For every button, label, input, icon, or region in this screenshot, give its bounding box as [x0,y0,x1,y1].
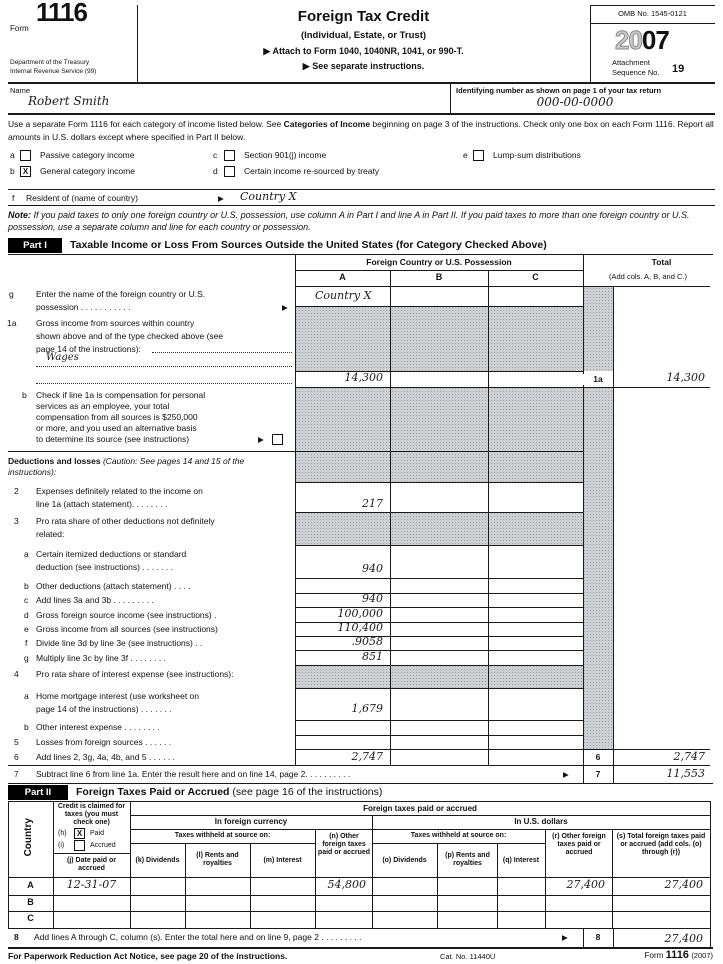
row-b-label: B [27,897,34,907]
income-type-field[interactable]: Wages [46,352,79,363]
deductions-heading [8,456,292,478]
grid-line [295,578,583,579]
name-id-divider [450,82,451,113]
col-p-header: (p) Rents and royalties [445,852,490,868]
attach-instruction: ▶ Attach to Form 1040, 1040NR, 1041, or 990-T. [263,46,464,56]
col-c-header: C [532,272,539,282]
row-c-label: C [27,913,34,923]
paid-checkbox[interactable]: X [74,828,85,839]
grid-line [295,688,583,689]
line-7-number: 7 [14,769,19,779]
form-number: 1116 [36,0,87,27]
part2-title [76,787,382,798]
dotted-line [152,351,292,353]
line-3b-number: b [24,581,29,591]
row-a-label: A [27,880,34,890]
row-a-other-foreign-taxes-field[interactable]: 54,800 [327,878,366,891]
dotted-line [36,382,292,384]
line-1b-text5: to determine its source (see instructions) [36,434,190,444]
line-8-rownum: 8 [595,932,601,942]
form-word: Form [10,24,29,33]
line-3a-text2: deduction (see instructions) . . . . . . . [36,562,174,572]
grid-line [295,545,583,546]
line-6-rownum: 6 [595,752,601,762]
line-3g-number: g [24,653,29,663]
line-3f-number: f [25,638,28,648]
line-3a-text: Certain itemized deductions or standard [36,549,187,559]
line-4a-colA-value[interactable]: 1,679 [351,702,383,715]
category-b-checkbox[interactable]: X [20,166,31,177]
line-3c-number: c [24,595,29,605]
col-s-header: (s) Total foreign taxes paid or accrued (add cols. (o) through (r)) [616,833,706,857]
paid-label: Paid [90,830,105,837]
grid-line [53,853,130,854]
line-1a-text3: page 14 of the instructions): [36,344,141,354]
line-8-number: 8 [14,932,19,942]
footer-form-number: 1116 [665,949,689,961]
line-3d-colA-value[interactable]: 100,000 [337,607,383,620]
line-1b-number: b [22,390,27,400]
part1-bottom-rule [8,783,713,784]
line-4-text: Pro rata share of interest expense (see instructions): [36,669,234,679]
line-g-text: Enter the name of the foreign country or U.S. [36,289,206,299]
tax-year [615,25,669,56]
line-3d-text: Gross foreign source income (see instructions) . [36,610,217,620]
grid-line [613,287,614,783]
line-6-total-value[interactable]: 2,747 [673,750,705,763]
i-label: (i) [58,842,65,849]
line-2-number: 2 [14,486,19,496]
footer-form-word: Form [644,951,664,960]
line-8-total-field[interactable]: 27,400 [664,932,703,945]
omb-number: OMB No. 1545-0121 [618,9,687,18]
line-2-text: Expenses definitely related to the income on [36,486,203,496]
line-2-colA-value[interactable]: 217 [362,497,383,510]
category-e-label: Lump-sum distributions [493,150,581,160]
line-3c-text: Add lines 3a and 3b . . . . . . . . . [36,595,154,605]
line-1b-text3: compensation from all sources is $250,000 [36,412,198,422]
footer-form-year: (2007) [691,951,713,960]
line-1a-text2: shown above and of the type checked above (see [36,331,224,341]
col-k-header: (k) Dividends [135,857,180,864]
grid-line [437,843,438,928]
line-1a-number: 1a [7,318,17,328]
part2-bottom-rule [8,947,713,949]
grid-line [8,801,9,928]
shaded-block-4 [295,665,583,688]
col-m-header: (m) Interest [263,857,302,864]
grid-line [130,815,710,816]
grid-line [295,482,583,483]
row-a-other-usd-taxes-field[interactable]: 27,400 [566,878,605,891]
grid-line [295,306,583,307]
line-3a-colA-value[interactable]: 940 [362,562,383,575]
name-field[interactable]: Robert Smith [28,94,110,108]
line-4b-text: Other interest expense . . . . . . . . [36,722,160,732]
line-1b-text: Check if line 1a is compensation for personal [36,390,206,400]
deductions-section-rule [8,451,583,452]
line-2-text2: line 1a (attach statement). . . . . . . . [36,499,168,509]
category-d-checkbox[interactable] [224,166,235,177]
line-3g-colA-value[interactable]: 851 [362,650,383,663]
line-1b-text4: or more, and you used an alternative basis [36,423,197,433]
shaded-numcol-top [583,287,613,371]
col-j-header: (j) Date paid or accrued [66,857,116,873]
category-d-label: Certain income re-sourced by treaty [244,166,380,176]
part1-title: Taxable Income or Loss From Sources Outside the United States (for Category Checked Above) [70,239,547,251]
category-c-letter: c [213,150,218,160]
resident-label: Resident of (name of country) [26,193,138,203]
col-a-header: A [339,272,346,282]
grid-line [545,829,546,928]
note-text: If you paid taxes to only one foreign country or U.S. possession, use column A in Part I and line A in Part II. If you paid taxes to more than one foreign country or U.S. possession, use a separate column and line for each country or possession. [8,210,690,232]
category-a-letter: a [10,150,15,160]
deductions-heading-italic: (Caution: See pages 14 and 15 of the instructions): [8,456,245,477]
line-7-arrow-icon: ▶ [563,770,569,779]
grid-line [8,911,710,912]
resident-arrow-icon: ▶ [218,194,224,203]
country-a-field[interactable]: Country X [315,289,372,302]
grid-line [488,270,489,765]
line-1a-colA-value[interactable]: 14,300 [344,371,383,384]
omb-box-top [590,5,715,6]
dotted-line [36,365,292,367]
intro-pre: Use a separate Form 1116 for each category of income listed below. See [8,119,284,129]
line-6-number: 6 [14,752,19,762]
line-3g-text: Multiply line 3c by line 3f . . . . . . . . [36,653,166,663]
category-c-label: Section 901(j) income [244,150,327,160]
name-row-bottom-rule [8,113,715,115]
grid-line [8,801,710,802]
intro-bold: Categories of Income [283,119,371,129]
line-4b-number: b [24,722,29,732]
see-instruction: ▶ See separate instructions. [302,61,425,71]
line-8-text: Add lines A through C, column (s). Enter the total here and on line 9, page 2 . . . . . . . . . [34,932,362,942]
line-1b-text2: services as an employee, your total [36,401,170,411]
h-label: (h) [58,830,67,837]
line-4a-text2: page 14 of the instructions) . . . . . . . [36,704,172,714]
foreign-taxes-group-header: Foreign taxes paid or accrued [363,804,477,813]
line-3d-number: d [24,610,29,620]
credit-claimed-header: Credit is claimed for taxes (you must check one) [57,803,126,827]
footer-form-id [595,950,713,962]
line-3-text2: related: [36,529,65,539]
resident-letter: f [12,193,15,203]
line-3e-text: Gross income from all sources (see instructions) [36,624,218,634]
shaded-block-1b [295,387,583,482]
line-3e-number: e [24,624,29,634]
foreign-currency-header: In foreign currency [214,817,288,826]
line-1b-arrow-icon: ▶ [258,435,264,444]
paperwork-notice: For Paperwork Reduction Act Notice, see page 20 of the instructions. [8,951,288,961]
line-1a-rownum: 1a [583,374,613,385]
sequence-number: 19 [672,63,685,75]
grid-line [250,843,251,928]
tax-year-bold: 07 [641,25,669,55]
grid-line [295,286,710,287]
identifying-number-label: Identifying number as shown on page 1 of your tax return [456,86,662,95]
line-3a-number: a [24,549,29,559]
line-7-rownum: 7 [595,769,601,779]
grid-line [295,512,583,513]
us-dollars-header: In U.S. dollars [514,817,568,826]
line-3f-colA-value[interactable]: .9058 [351,635,383,648]
line-6-text: Add lines 2, 3g, 4a, 4b, and 5 . . . . . . [36,752,175,762]
intro-paragraph [8,118,715,144]
resident-row-bottom-rule [8,205,715,206]
sequence-label: Sequence No. [612,68,660,77]
category-b-letter: b [10,166,15,176]
attachment-label: Attachment [612,58,650,67]
shaded-block-3 [295,512,583,545]
col-o-header: (o) Dividends [382,857,427,864]
deductions-heading-bold: Deductions and losses [8,456,103,466]
grid-line [295,387,710,388]
category-e-letter: e [463,150,468,160]
intro-post: beginning on page 3 of the instructions. Check only one box on each Form 1116. Report all amounts in U.S. dollars except where specified in Part II below. [8,119,714,142]
grid-line [710,801,711,947]
part2-title-bold: Foreign Taxes Paid or Accrued [76,786,233,798]
grid-line [583,254,584,783]
part1-bar-rule [8,254,713,255]
category-a-checkbox[interactable] [20,150,31,161]
line-g-number: g [9,289,14,299]
line-g-text2: possession . . . . . . . . . . . [36,302,131,312]
resident-row-top-rule [8,189,715,190]
omb-underline [590,23,715,24]
note-label: Note: [8,210,31,220]
header-bottom-rule [8,82,715,84]
catalog-number: Cat. No. 11440U [440,952,496,961]
line-1a-total-value[interactable]: 14,300 [666,371,705,384]
line-3c-colA-value[interactable]: 940 [362,592,383,605]
row-a-date-field[interactable]: 12-31-07 [66,878,117,891]
category-c-checkbox[interactable] [224,150,235,161]
total-header: Total [651,257,672,267]
grid-line [8,765,710,766]
line-4a-text: Home mortgage interest (use worksheet on [36,691,199,701]
category-b-label: General category income [40,166,135,176]
line-3-number: 3 [14,516,19,526]
accrued-label: Accrued [90,842,116,849]
grid-line [497,843,498,928]
part2-badge: Part II [8,785,68,800]
line-4-number: 4 [14,669,19,679]
accrued-checkbox[interactable] [74,840,85,851]
grid-line [295,665,583,666]
page-subtitle: (Individual, Estate, or Trust) [300,30,427,41]
line-3f-text: Divide line 3d by line 3e (see instructions) . . [36,638,203,648]
col-l-header: (l) Rents and royalties [196,852,239,868]
grid-line [295,270,583,271]
grid-line [130,843,315,844]
note-paragraph [8,209,715,233]
total-subheader: (Add cols. A, B, and C.) [609,272,687,281]
shaded-numcol-mid [583,387,613,749]
grid-line [53,801,54,928]
line-3b-text: Other deductions (attach statement) . . . . [36,581,191,591]
line-8-arrow-icon: ▶ [562,933,568,942]
identifying-number-field[interactable]: 000-00-0000 [536,95,614,109]
col-group-header: Foreign Country or U.S. Possession [366,257,512,267]
line-5-text: Losses from foreign sources . . . . . . [36,737,172,747]
line-1b-checkbox[interactable] [272,434,283,445]
resident-country-field[interactable]: Country X [240,190,297,203]
page-title: Foreign Tax Credit [297,8,430,25]
grid-line [8,895,710,896]
row-a-total-field[interactable]: 27,400 [664,878,703,891]
col-r-header: (r) Other foreign taxes paid or accrued [552,833,606,857]
tax-year-outline: 20 [615,25,642,55]
col-n-header: (n) Other foreign taxes paid or accrued [317,833,371,857]
grid-line [372,843,545,844]
col-b-header: B [435,272,443,282]
grid-line [295,720,583,721]
line-6-colA-value[interactable]: 2,747 [351,750,383,763]
line-3e-colA-value[interactable]: 110,400 [337,621,383,634]
category-d-letter: d [213,166,218,176]
dept-line2: Internal Revenue Service (99) [10,68,97,75]
line-7-text: Subtract line 6 from line 1a. Enter the result here and on line 14, page 2. . . . . . . . . . [36,769,351,779]
shaded-block-1a [295,306,583,371]
withheld-header-usd: Taxes withheld at source on: [410,832,507,839]
category-a-label: Passive category income [40,150,135,160]
grid-line [295,735,583,736]
line-g-arrow-icon: ▶ [282,303,288,312]
withheld-header-fc: Taxes withheld at source on: [174,832,271,839]
dept-line1: Department of the Treasury [10,59,90,66]
category-e-checkbox[interactable] [473,150,484,161]
line-4a-number: a [24,691,29,701]
name-label: Name [10,86,31,95]
grid-line [8,928,710,929]
line-3-text: Pro rata share of other deductions not definitely [36,516,215,526]
grid-line [130,829,710,830]
line-1a-text: Gross income from sources within country [36,318,195,328]
part1-badge: Part I [8,238,62,253]
part2-title-note: (see page 16 of the instructions) [232,786,383,798]
col-q-header: (q) Interest [502,857,540,864]
line-7-total-value[interactable]: 11,553 [666,767,705,780]
country-column-label: Country [22,818,34,857]
line-5-number: 5 [14,737,19,747]
grid-line [390,270,391,765]
